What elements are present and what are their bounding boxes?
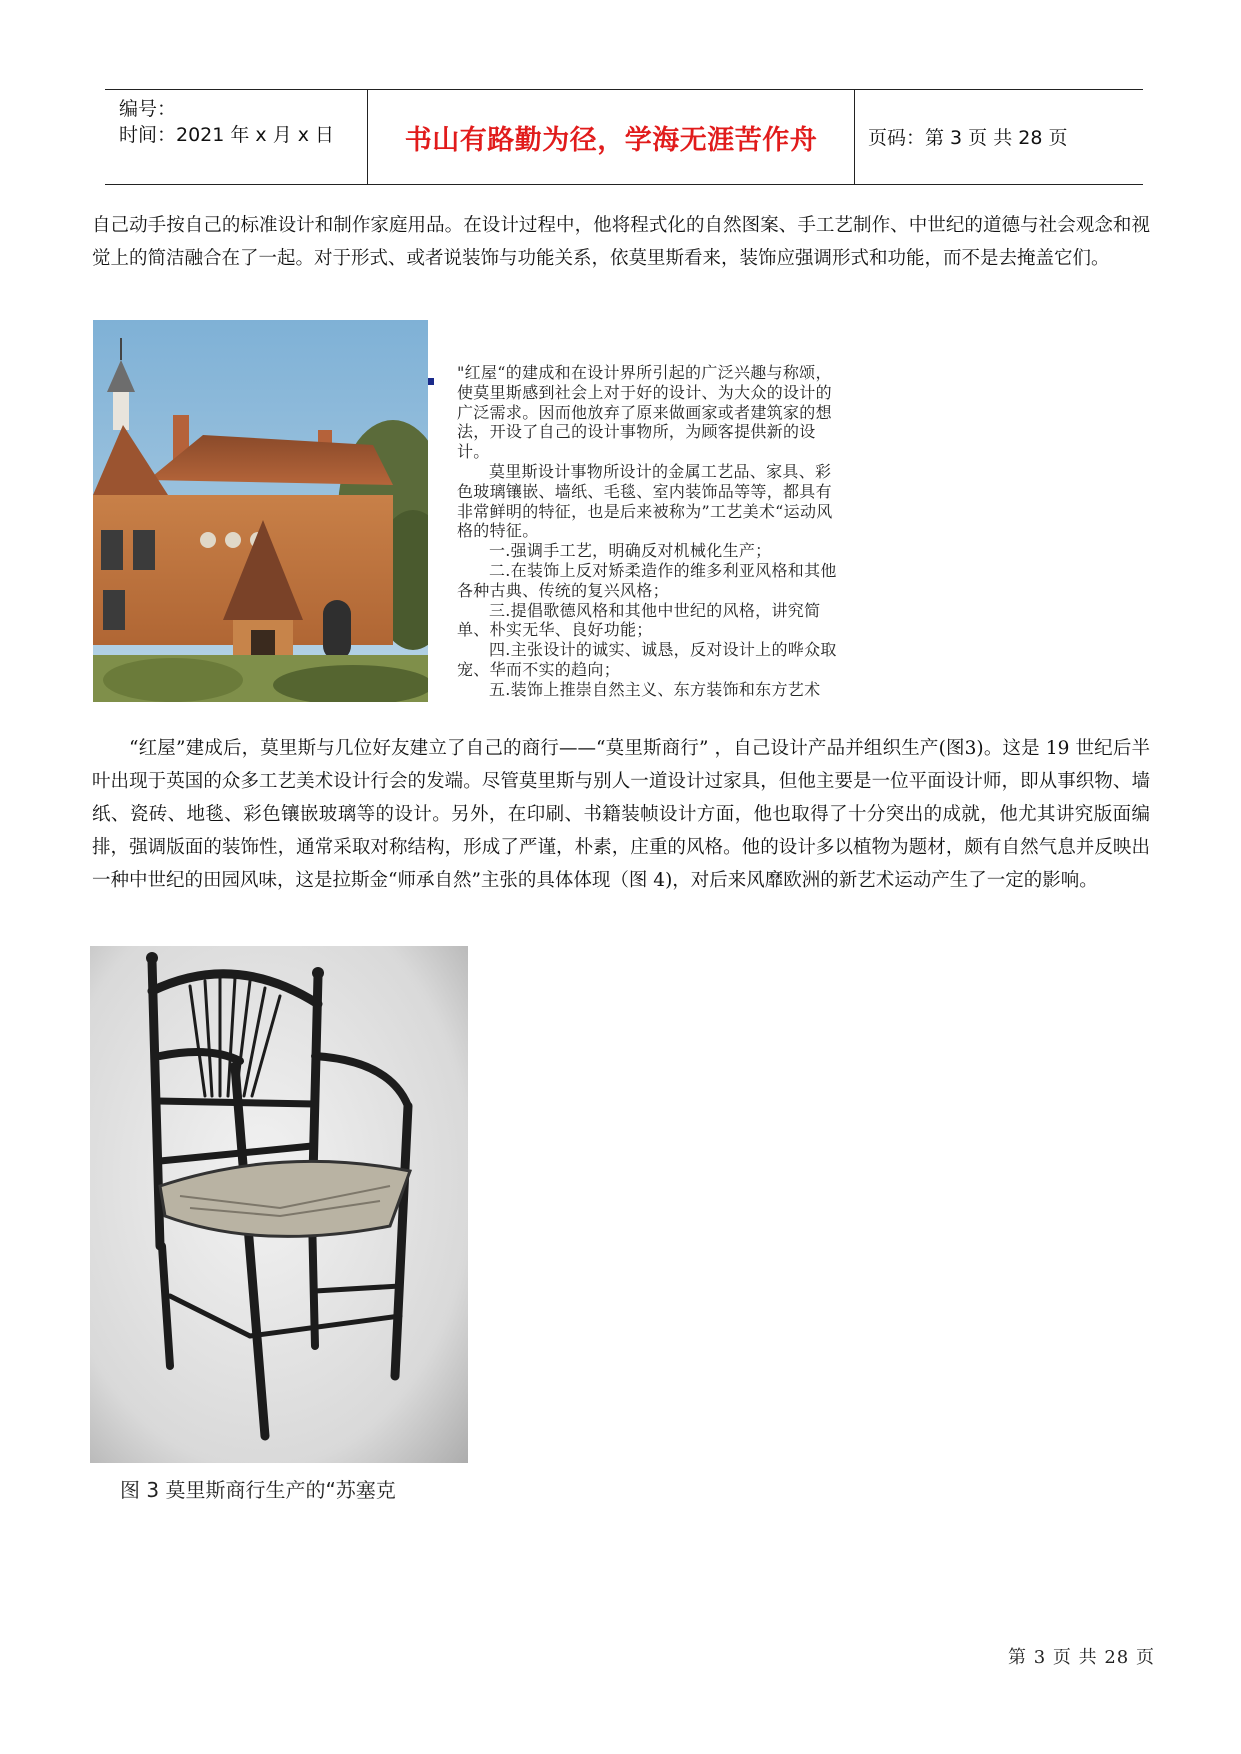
figure1-text-line1: "红屋“的建成和在设计界所引起的广泛兴趣与称颂，使莫里斯感到社会上对于好的设计、为大众的设计的广泛需求。因而他放弃了原来做画家或者建筑家的想法，开设了自己的设计事物所，为顾客提供新的设计。 [457, 363, 832, 462]
header-meta-cell [105, 90, 368, 184]
figure1-text-item5: 五.装饰上推崇自然主义、东方装饰和东方艺术 [489, 679, 821, 699]
figure-caption: 图 3 莫里斯商行生产的“苏塞克 [120, 1478, 396, 1502]
figure1-text-item1: 一.强调手工艺，明确反对机械化生产； [489, 541, 772, 561]
red-house-photo [93, 320, 428, 702]
header-page-label: 页码：第 3 页 共 28 页 [868, 127, 1068, 149]
figure1-scanned-text [457, 363, 845, 700]
figure1-text-item3: 三.提倡歌德风格和其他中世纪的风格，讲究简单、朴实无华、良好功能； [457, 600, 821, 640]
header-number-label: 编号： [119, 98, 177, 120]
body-paragraph-2: “红屋”建成后，莫里斯与几位好友建立了自己的商行——“莫里斯商行” ，自己设计产品并组织生产(图3)。这是 19 世纪后半叶出现于英国的众多工艺美术设计行会的发端。尽管莫里斯与别人一道设计过家具，但他主要是一位平面设计师，即从事织物、墙纸、瓷砖、地毯、彩色镶嵌玻璃等的设计。另外，在印刷、书籍装帧设计方面，他也取得了十分突出的成就，他尤其讲究版面编排，强调版面的装饰性，通常采取对称结构，形成了严谨，朴素，庄重的风格。他的设计多以植物为题材，颇有自然气息并反映出一种中世纪的田园风味，这是拉斯金“师承自然”主张的具体体现（图 4)，对后来风靡欧洲的新艺术运动产生了一定的影响。 [92, 738, 1150, 891]
figure1-text-item2: 二.在装饰上反对矫柔造作的维多利亚风格和其他各种古典、传统的复兴风格； [457, 560, 837, 600]
figure1-text-item4: 四.主张设计的诚实、诚恳，反对设计上的哗众取宠、华而不实的趋向； [457, 640, 837, 679]
bullet-marker-icon [428, 378, 434, 385]
header-motto: 书山有路勤为径，学海无涯苦作舟 [404, 125, 818, 156]
body-paragraph-1: 自己动手按自己的标准设计和制作家庭用品。在设计过程中，他将程式化的自然图案、手工艺制作、中世纪的道德与社会观念和视觉上的简洁融合在了一起。对于形式、或者说装饰与功能关系，依莫里斯看来，装饰应强调形式和功能，而不是去掩盖它们。 [92, 215, 1150, 269]
page-footer: 第 3 页 共 28 页 [1008, 1647, 1155, 1668]
header-motto-cell [368, 90, 855, 184]
document-header [105, 89, 1143, 185]
header-time-label: 时间：2021 年 x 月 x 日 [119, 124, 335, 146]
header-page-cell [856, 90, 1143, 184]
figure1-text-line2: 莫里斯设计事物所设计的金属工艺品、家具、彩色玻璃镶嵌、墙纸、毛毯、室内装饰品等等，都具有非常鲜明的特征，也是后来被称为”工艺美术“运动风格的特征。 [457, 461, 833, 541]
sussex-chair-photo [90, 946, 468, 1463]
